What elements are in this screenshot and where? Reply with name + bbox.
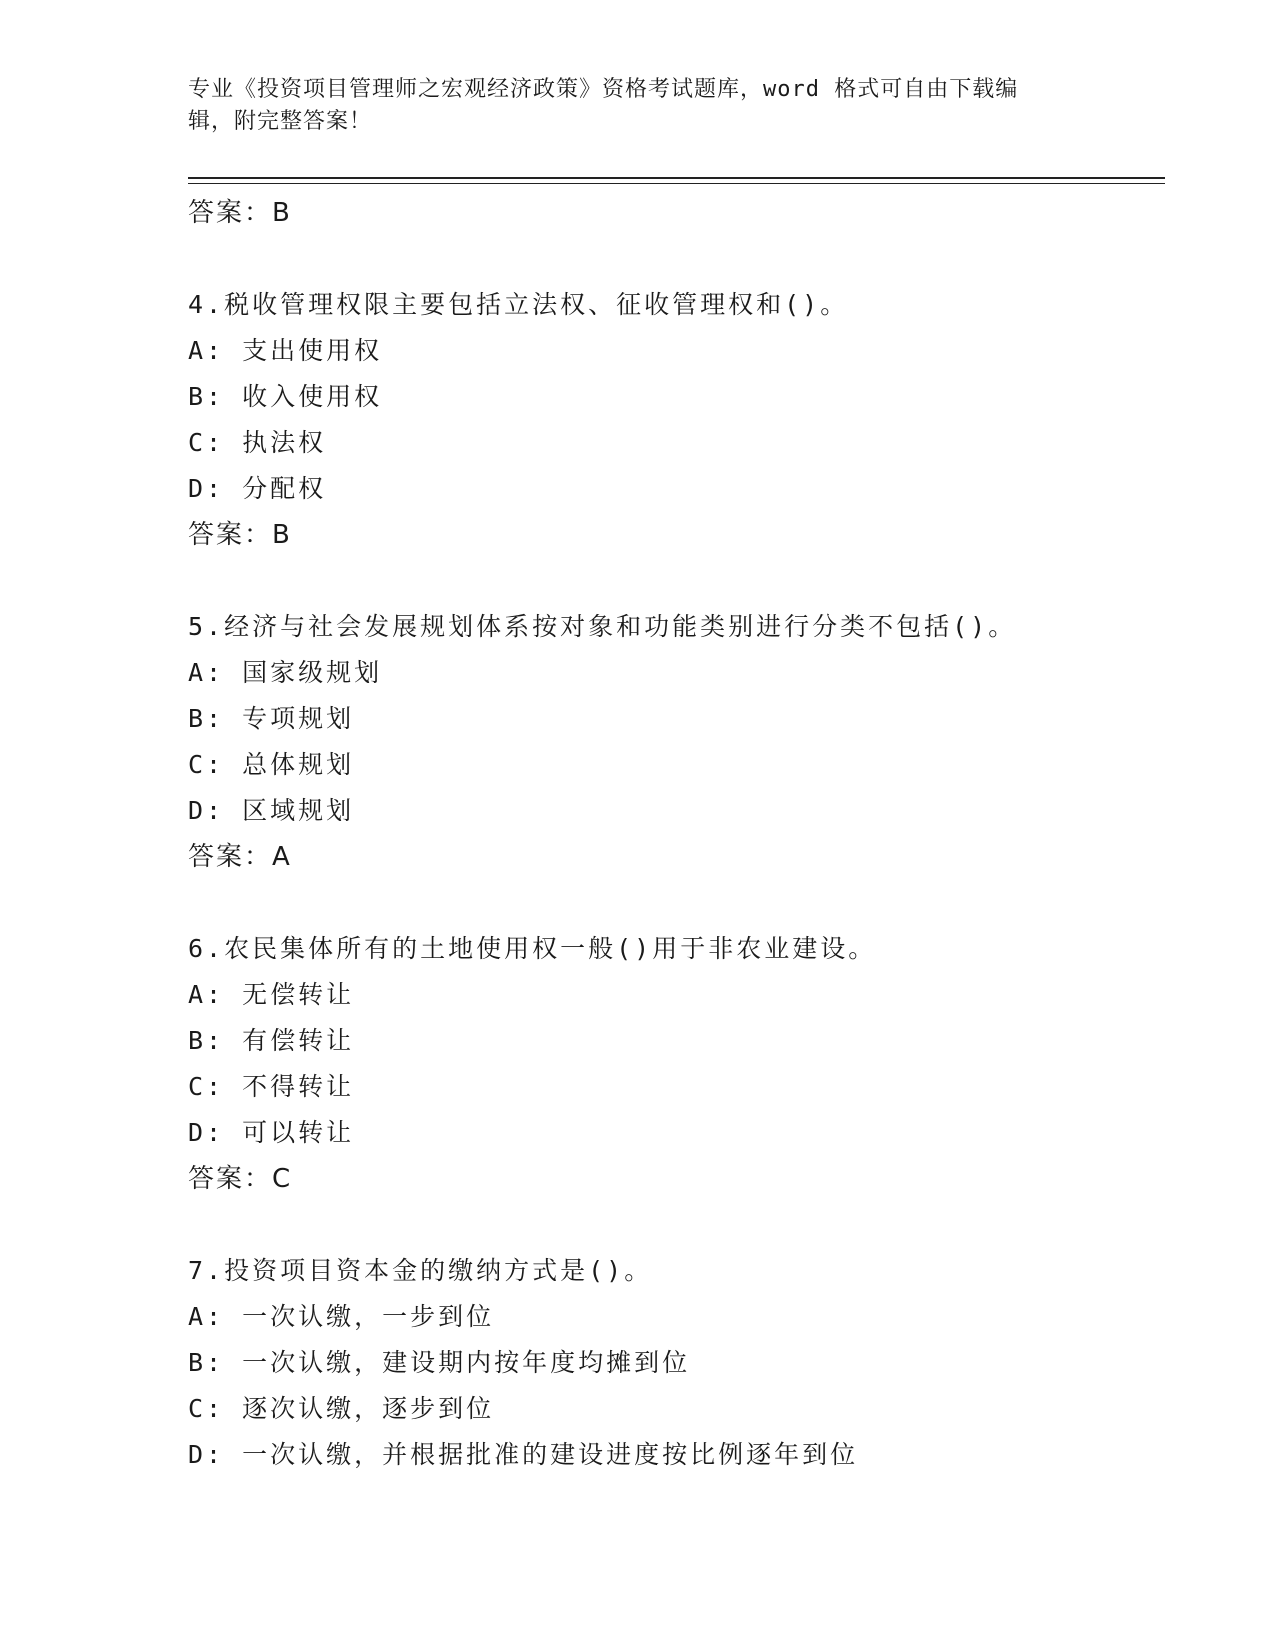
option-b: B: 专项规划 [188,704,355,733]
option-b: B: 一次认缴，建设期内按年度均摊到位 [188,1348,691,1377]
option-d: D: 可以转让 [188,1118,355,1147]
question-stem: 5.经济与社会发展规划体系按对象和功能类别进行分类不包括()。 [188,612,1017,641]
question-stem: 6.农民集体所有的土地使用权一般()用于非农业建设。 [188,934,877,963]
question-stem: 4.税收管理权限主要包括立法权、征收管理权和()。 [188,290,849,319]
spacer [188,1202,1165,1248]
answer-line: 答案：C [188,1164,293,1194]
option-b: B: 收入使用权 [188,382,383,411]
option-b: B: 有偿转让 [188,1026,355,1055]
option-d: D: 分配权 [188,474,327,503]
answer-line: 答案：A [188,842,292,872]
header-line-2: 辑，附完整答案！ [188,109,373,134]
option-c: C: 不得转让 [188,1072,355,1101]
option-d: D: 区域规划 [188,796,355,825]
option-c: C: 总体规划 [188,750,355,779]
question-7 [188,1248,1165,1478]
option-a: A: 支出使用权 [188,336,383,365]
option-d: D: 一次认缴，并根据批准的建设进度按比例逐年到位 [188,1440,859,1469]
option-c: C: 执法权 [188,428,327,457]
option-a: A: 一次认缴，一步到位 [188,1302,495,1331]
question-5 [188,604,1165,880]
spacer [188,880,1165,926]
spacer [188,558,1165,604]
spacer [188,236,1165,282]
question-stem: 7.投资项目资本金的缴纳方式是()。 [188,1256,653,1285]
option-a: A: 国家级规划 [188,658,383,687]
answer-line-q3: 答案：B [188,198,292,228]
question-list [188,190,1165,1478]
header-rule-thin [188,183,1165,184]
question-4 [188,282,1165,558]
document-header [188,74,1068,138]
header-rule-thick [188,177,1165,179]
option-a: A: 无偿转让 [188,980,355,1009]
question-6 [188,926,1165,1202]
option-c: C: 逐次认缴，逐步到位 [188,1394,495,1423]
answer-line: 答案：B [188,520,292,550]
header-line-1: 专业《投资项目管理师之宏观经济政策》资格考试题库，word 格式可自由下载编 [188,77,1019,102]
